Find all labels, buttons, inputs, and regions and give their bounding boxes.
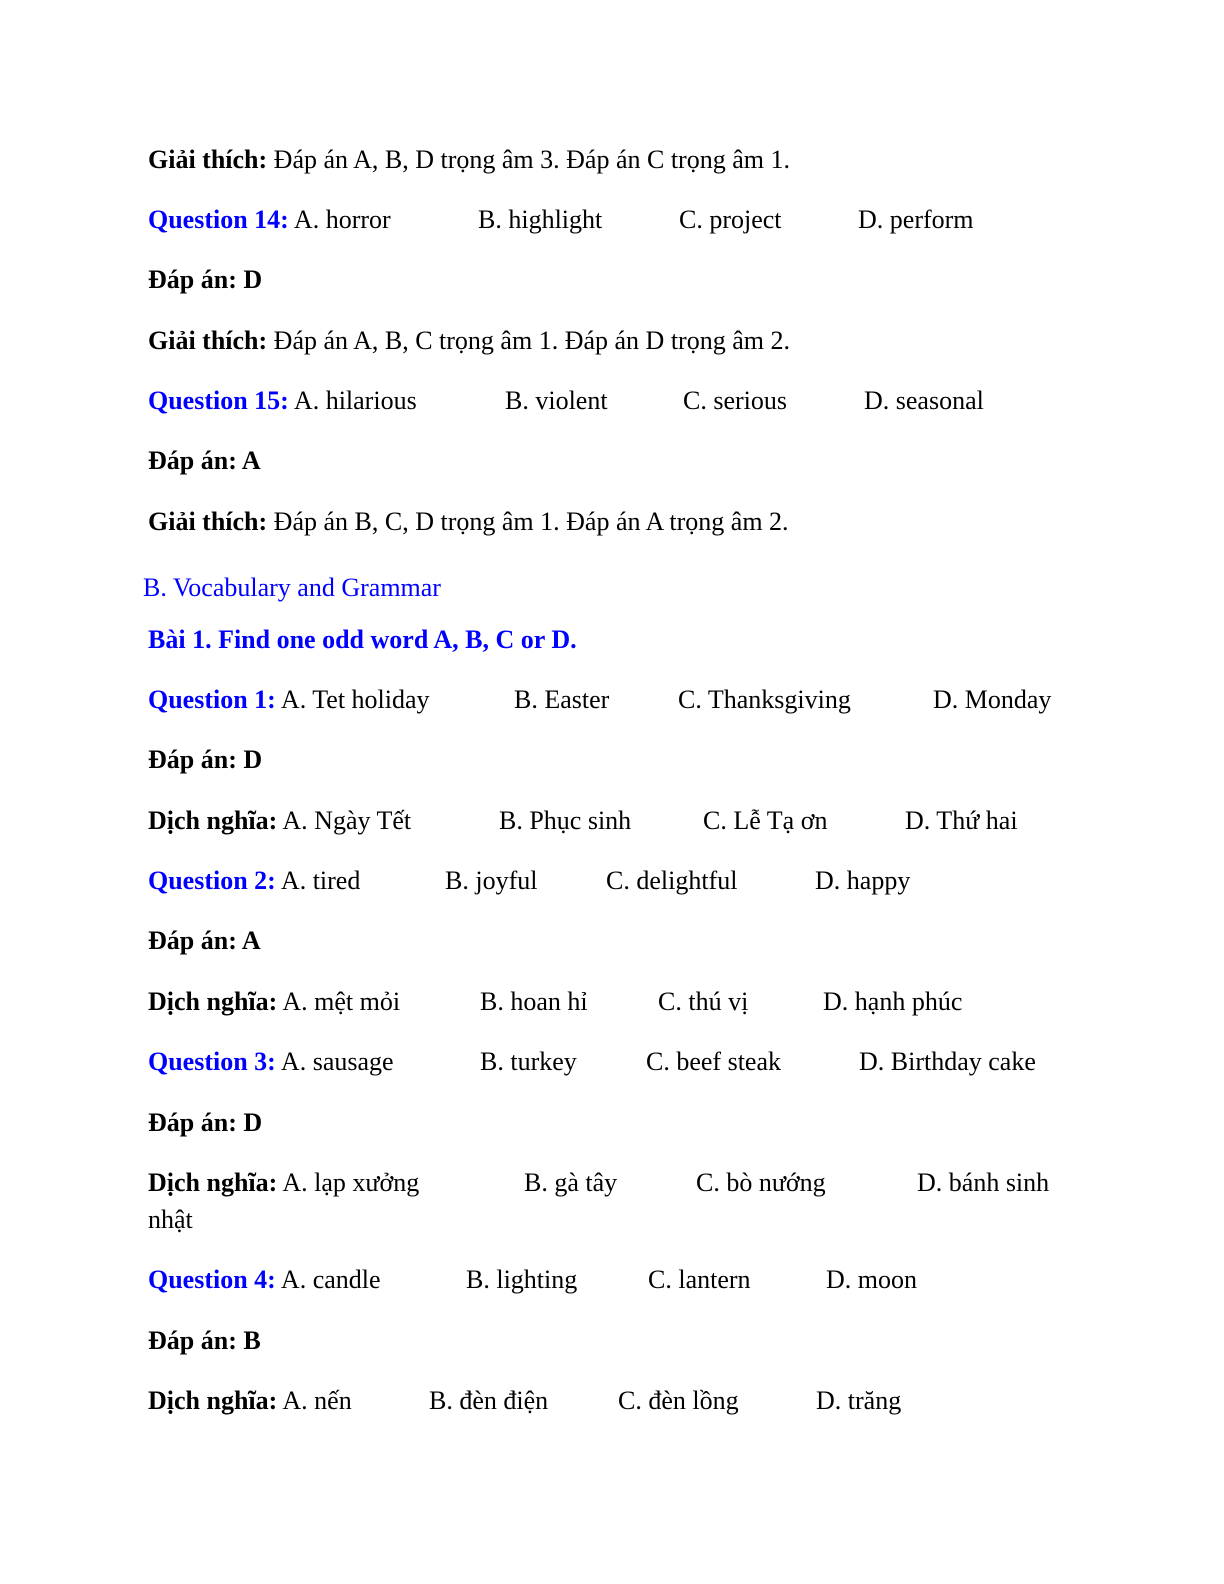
option-b: B. highlight (478, 205, 603, 234)
translation-b: B. gà tây (524, 1168, 618, 1197)
option-d: D. seasonal (864, 386, 984, 415)
option-d: D. Birthday cake (859, 1047, 1036, 1076)
translation-d: D. Thứ hai (905, 806, 1018, 835)
translation-vq4 (148, 1386, 1068, 1416)
option-c: C. project (679, 205, 782, 234)
explanation-q13 (148, 145, 1068, 175)
question-15 (148, 386, 1068, 416)
translation-d: D. trăng (816, 1386, 902, 1415)
question-label: Question 4: (148, 1265, 276, 1294)
explanation-text: Đáp án B, C, D trọng âm 1. Đáp án A trọng âm 2. (273, 507, 789, 536)
explanation-label: Giải thích: (148, 326, 268, 355)
vocab-question-2 (148, 866, 1068, 896)
translation-c: C. bò nướng (696, 1168, 826, 1197)
option-b: B. turkey (480, 1047, 577, 1076)
vocab-question-4 (148, 1265, 1068, 1295)
answer-vq4: Đáp án: B (148, 1326, 261, 1355)
answer-vq1: Đáp án: D (148, 745, 263, 774)
translation-d: D. bánh sinh (917, 1168, 1050, 1197)
option-d: D. moon (826, 1265, 917, 1294)
translation-a: A. nến (282, 1386, 352, 1415)
translation-b: B. đèn điện (429, 1386, 549, 1415)
vocab-question-3 (148, 1047, 1068, 1077)
option-c: C. beef steak (646, 1047, 782, 1076)
vocab-question-1 (148, 685, 1068, 715)
option-a: A. candle (280, 1265, 381, 1294)
option-b: B. lighting (466, 1265, 578, 1294)
option-a: A. horror (293, 205, 391, 234)
exercise-title: Bài 1. Find one odd word A, B, C or D. (148, 625, 577, 654)
option-a: A. tired (280, 866, 361, 895)
translation-vq3 (148, 1168, 1068, 1198)
translation-a: A. Ngày Tết (282, 806, 412, 835)
translation-c: C. đèn lồng (618, 1386, 739, 1415)
translation-vq1 (148, 806, 1068, 836)
question-label: Question 15: (148, 386, 289, 415)
option-a: A. sausage (280, 1047, 394, 1076)
translation-label: Dịch nghĩa: (148, 1168, 278, 1197)
question-label: Question 14: (148, 205, 289, 234)
translation-vq2 (148, 987, 1068, 1017)
explanation-text: Đáp án A, B, C trọng âm 1. Đáp án D trọng âm 2. (273, 326, 790, 355)
translation-label: Dịch nghĩa: (148, 987, 278, 1016)
section-title: B. Vocabulary and Grammar (143, 573, 441, 602)
translation-c: C. Lễ Tạ ơn (703, 806, 828, 835)
option-d: D. happy (815, 866, 911, 895)
option-c: C. delightful (606, 866, 738, 895)
question-label: Question 2: (148, 866, 276, 895)
translation-a: A. mệt mỏi (282, 987, 401, 1016)
answer-vq3: Đáp án: D (148, 1108, 263, 1137)
question-14 (148, 205, 1068, 235)
question-label: Question 1: (148, 685, 276, 714)
option-a: A. hilarious (293, 386, 417, 415)
option-b: B. joyful (445, 866, 538, 895)
explanation-label: Giải thích: (148, 145, 268, 174)
explanation-text: Đáp án A, B, D trọng âm 3. Đáp án C trọng âm 1. (273, 145, 790, 174)
explanation-label: Giải thích: (148, 507, 268, 536)
translation-d: D. hạnh phúc (823, 987, 963, 1016)
option-c: C. lantern (648, 1265, 751, 1294)
explanation-q15 (148, 507, 1068, 537)
option-d: D. perform (858, 205, 974, 234)
translation-c: C. thú vị (658, 987, 749, 1016)
translation-b: B. Phục sinh (499, 806, 632, 835)
translation-a: A. lạp xưởng (282, 1168, 420, 1197)
option-b: B. violent (505, 386, 608, 415)
translation-b: B. hoan hỉ (480, 987, 588, 1016)
translation-label: Dịch nghĩa: (148, 806, 278, 835)
option-a: A. Tet holiday (280, 685, 430, 714)
answer-q14: Đáp án: D (148, 265, 263, 294)
translation-vq3-continued: nhật (148, 1205, 193, 1234)
option-d: D. Monday (933, 685, 1052, 714)
answer-vq2: Đáp án: A (148, 926, 261, 955)
option-c: C. Thanksgiving (678, 685, 851, 714)
explanation-q14 (148, 326, 1068, 356)
translation-label: Dịch nghĩa: (148, 1386, 278, 1415)
option-b: B. Easter (514, 685, 610, 714)
option-c: C. serious (683, 386, 787, 415)
question-label: Question 3: (148, 1047, 276, 1076)
answer-q15: Đáp án: A (148, 446, 261, 475)
